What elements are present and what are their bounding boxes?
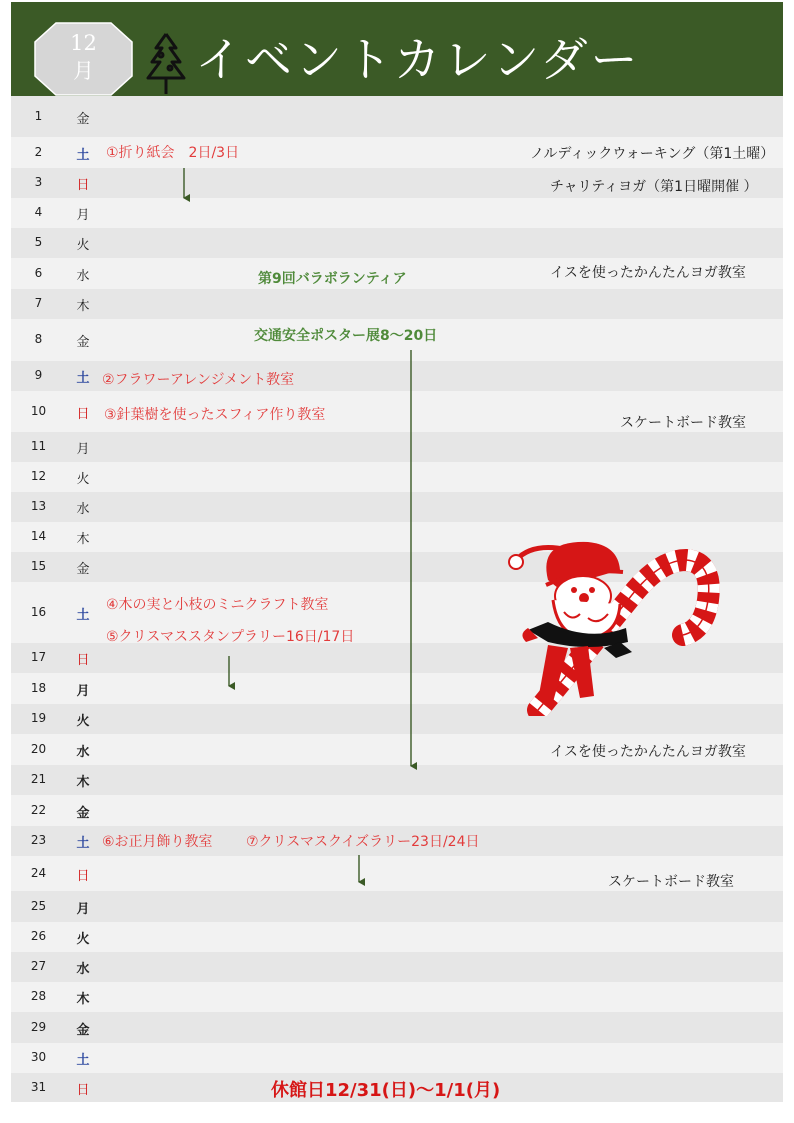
event-skateboard-10: スケートボード教室 <box>620 415 746 431</box>
weekday-label: 土 <box>76 1053 90 1068</box>
calendar-row <box>11 96 783 137</box>
weekday-label: 木 <box>76 299 90 314</box>
weekday-label: 水 <box>76 962 90 977</box>
event-chair-yoga-6: イスを使ったかんたんヨガ教室 <box>550 265 746 281</box>
event-rose-volunteer: 第9回バラボランティア <box>258 271 407 287</box>
day-number: 31 <box>30 1079 47 1094</box>
day-number: 18 <box>30 680 47 695</box>
calendar-row <box>11 462 783 492</box>
weekday-label: 日 <box>76 178 90 193</box>
calendar-row <box>11 982 783 1012</box>
day-number: 23 <box>30 833 47 847</box>
weekday-label: 火 <box>76 714 90 729</box>
day-number: 14 <box>30 529 47 543</box>
weekday-label: 月 <box>76 442 90 457</box>
header-banner <box>11 2 783 96</box>
day-number: 16 <box>30 604 47 619</box>
calendar-row <box>11 1012 783 1043</box>
day-number: 12 <box>30 469 47 483</box>
day-number: 27 <box>30 959 47 973</box>
weekday-label: 土 <box>76 147 90 163</box>
event-nordic-walking: ノルディックウォーキング（第1土曜） <box>530 146 775 162</box>
weekday-label: 金 <box>76 335 90 350</box>
event-nut-craft: ④木の実と小枝のミニクラフト教室 <box>106 597 329 613</box>
day-number: 29 <box>30 1019 47 1034</box>
weekday-label: 水 <box>76 268 90 284</box>
event-flower-arrangement: ②フラワーアレンジメント教室 <box>102 372 295 388</box>
calendar-row <box>11 432 783 462</box>
event-new-year-decoration: ⑥お正月飾り教室 <box>102 834 213 850</box>
calendar-row <box>11 228 783 258</box>
weekday-label: 金 <box>76 111 90 127</box>
day-number: 7 <box>34 296 43 310</box>
weekday-label: 火 <box>76 472 90 487</box>
calendar-row <box>11 198 783 228</box>
weekday-label: 火 <box>76 238 90 253</box>
day-number: 11 <box>30 439 47 453</box>
calendar-row <box>11 922 783 952</box>
weekday-label: 土 <box>76 836 90 851</box>
weekday-label: 土 <box>76 371 90 386</box>
calendar-row <box>11 891 783 922</box>
weekday-label: 水 <box>76 744 90 760</box>
event-chair-yoga-20: イスを使ったかんたんヨガ教室 <box>550 744 746 760</box>
day-number: 8 <box>34 332 43 346</box>
calendar-row <box>11 952 783 982</box>
weekday-label: 金 <box>76 805 90 821</box>
day-number: 3 <box>34 175 43 189</box>
day-number: 17 <box>30 650 47 664</box>
christmas-tree-icon <box>145 32 187 98</box>
month-badge <box>34 22 133 96</box>
day-number: 20 <box>30 741 47 756</box>
event-traffic-poster: 交通安全ポスター展8～20日 <box>254 328 438 344</box>
closed-days-notice: 休館日12/31(日)～1/1(月) <box>271 1080 501 1101</box>
weekday-label: 金 <box>76 1022 90 1038</box>
santa-candy-cane-icon <box>508 530 720 716</box>
calendar-row <box>11 1043 783 1073</box>
weekday-label: 日 <box>76 653 90 668</box>
day-number: 10 <box>30 403 47 418</box>
weekday-label: 土 <box>76 607 90 623</box>
day-number: 6 <box>34 265 43 280</box>
event-stamp-rally: ⑤クリスマススタンプラリー16日/17日 <box>106 629 355 645</box>
weekday-label: 金 <box>76 562 90 577</box>
day-number: 21 <box>30 772 47 786</box>
day-number: 19 <box>30 711 47 725</box>
day-number: 24 <box>30 865 47 880</box>
weekday-label: 火 <box>76 932 90 947</box>
day-number: 25 <box>30 898 47 913</box>
event-origami: ①折り紙会 2日/3日 <box>106 145 240 161</box>
event-quiz-rally: ⑦クリスマスクイズラリー23日/24日 <box>246 834 480 850</box>
weekday-label: 木 <box>76 532 90 547</box>
day-number: 2 <box>34 144 43 159</box>
day-number: 22 <box>30 802 47 817</box>
month-label: 12 月 <box>70 31 97 83</box>
day-number: 9 <box>34 368 43 382</box>
weekday-label: 木 <box>76 992 90 1007</box>
page-title: イベントカレンダー <box>195 33 641 88</box>
day-number: 4 <box>34 205 43 219</box>
weekday-label: 日 <box>76 1082 90 1098</box>
event-charity-yoga: チャリティヨガ（第1日曜開催 ） <box>550 179 758 195</box>
day-number: 28 <box>30 989 47 1003</box>
day-number: 5 <box>34 235 43 249</box>
event-skateboard-24: スケートボード教室 <box>608 874 734 890</box>
weekday-label: 月 <box>76 683 90 699</box>
weekday-label: 日 <box>76 406 90 422</box>
calendar-row <box>11 765 783 795</box>
calendar-row <box>11 795 783 826</box>
event-conifer-sphere: ③針葉樹を使ったスフィア作り教室 <box>104 407 326 423</box>
weekday-label: 月 <box>76 208 90 223</box>
day-number: 30 <box>30 1050 47 1064</box>
day-number: 26 <box>30 929 47 943</box>
weekday-label: 水 <box>76 502 90 517</box>
weekday-label: 月 <box>76 901 90 917</box>
day-number: 15 <box>30 559 47 573</box>
day-number: 13 <box>30 499 47 513</box>
weekday-label: 日 <box>76 868 90 884</box>
weekday-label: 木 <box>76 775 90 790</box>
calendar-row <box>11 492 783 522</box>
day-number: 1 <box>34 108 43 123</box>
calendar-row <box>11 289 783 319</box>
